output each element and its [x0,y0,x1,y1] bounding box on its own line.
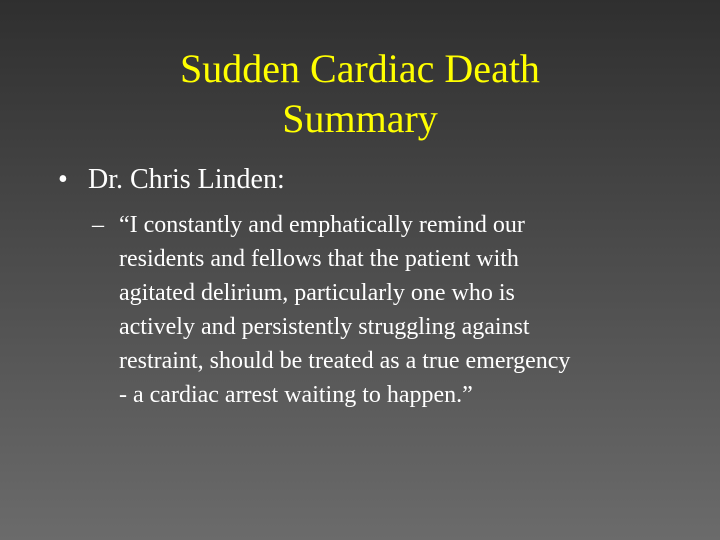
title-line-1: Sudden Cardiac Death [180,46,540,91]
sub-bullet-marker: – [92,212,104,238]
quote-line: residents and fellows that the patient with [119,246,519,272]
title-line-2: Summary [282,96,438,141]
quote-line: - a cardiac arrest waiting to happen.” [119,382,473,408]
sub-bullet-quote [92,208,672,412]
quote-line: restraint, should be treated as a true emergency [119,348,571,374]
bullet-marker: • [58,164,68,195]
slide-title [0,44,720,144]
quote-line: “I constantly and emphatically remind our [119,212,525,238]
quote-line: actively and persistently struggling against [119,314,530,340]
quote-text [119,208,672,412]
bullet-text: Dr. Chris Linden: [88,164,285,195]
bullet-item [58,162,285,198]
quote-line: agitated delirium, particularly one who is [119,280,515,306]
